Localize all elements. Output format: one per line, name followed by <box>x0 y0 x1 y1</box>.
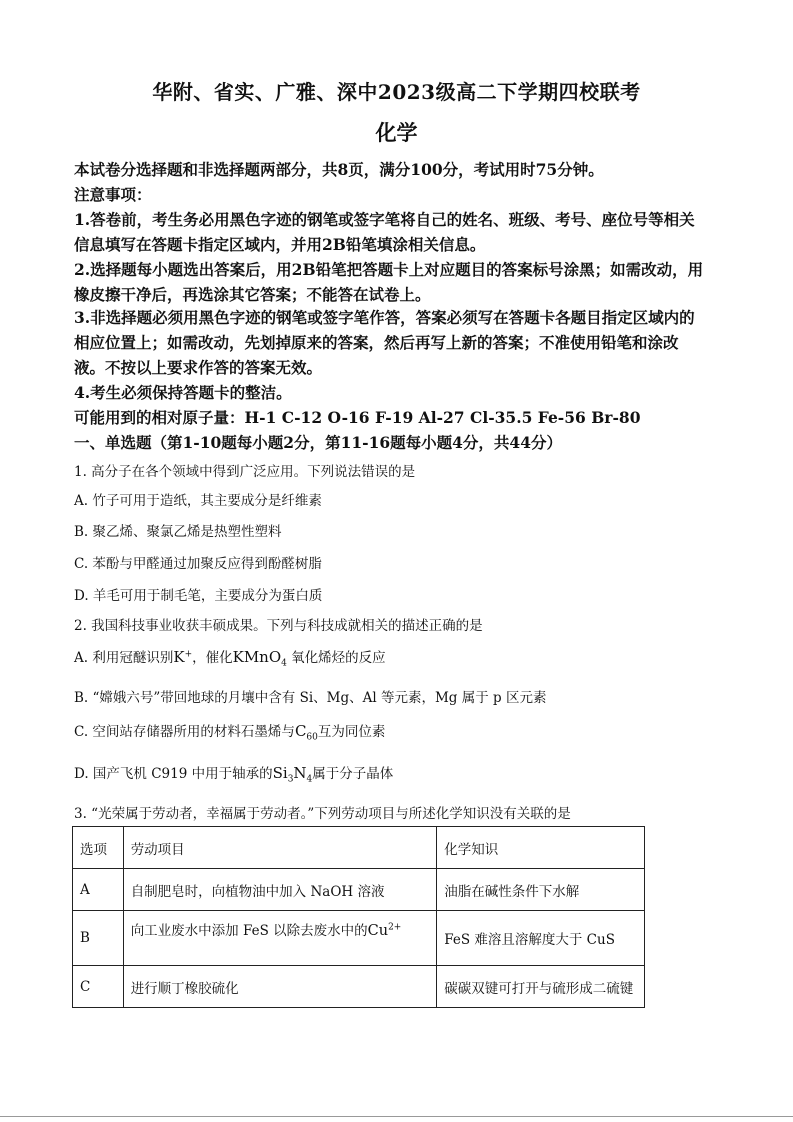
note-3-line-2: 相应位置上；如需改动，先划掉原来的答案，然后再写上新的答案；不准使用铅笔和涂改 <box>74 333 679 352</box>
q1-stem: 1. 高分子在各个领域中得到广泛应用。下列说法错误的是 <box>74 464 416 480</box>
page-bottom-divider <box>0 1116 793 1117</box>
note-1-line-2: 信息填写在答题卡指定区域内，并用2B铅笔填涂相关信息。 <box>74 235 486 254</box>
atomic-masses: 可能用到的相对原子量：H-1 C-12 O-16 F-19 Al-27 Cl-35.5 Fe-56 Br-80 <box>74 408 641 427</box>
exam-title: 华附、省实、广雅、深中2023级高二下学期四校联考 <box>152 80 641 104</box>
q3-options-table <box>72 826 645 1008</box>
q1-option-a: A. 竹子可用于造纸，其主要成分是纤维素 <box>74 493 322 509</box>
table-row: C 进行顺丁橡胶硫化 碳碳双键可打开与硫形成二硫键 <box>73 966 645 1008</box>
q2-option-b: B. “嫦娥六号”带回地球的月壤中含有 Si、Mg、Al 等元素，Mg 属于 p 区元素 <box>74 690 547 706</box>
section-heading: 一、单选题（第1-10题每小题2分，第11-16题每小题4分，共44分） <box>74 433 563 452</box>
header-chem-knowledge: 化学知识 <box>437 827 645 869</box>
notes-heading: 注意事项： <box>74 185 152 204</box>
q2-option-c: C. 空间站存储器所用的材料石墨烯与$C_{60}$互为同位素 <box>74 722 386 743</box>
note-3-line-1: 3.非选择题必须用黑色字迹的钢笔或签字笔作答，答案必须写在答题卡各题目指定区域内的 <box>74 308 695 327</box>
table-row: B 向工业废水中添加 FeS 以除去废水中的$Cu^{2+}$ FeS 难溶且溶解度大于 CuS <box>73 911 645 966</box>
q1-option-c: C. 苯酚与甲醛通过加聚反应得到酚醛树脂 <box>74 556 322 572</box>
header-labor-item: 劳动项目 <box>123 827 437 869</box>
q1-option-d: D. 羊毛可用于制毛笔，主要成分为蛋白质 <box>74 588 323 604</box>
header-option: 选项 <box>73 827 124 869</box>
table-row: A 自制肥皂时，向植物油中加入 NaOH 溶液 油脂在碱性条件下水解 <box>73 869 645 911</box>
note-3-line-3: 液。不按以上要求作答的答案无效。 <box>74 358 323 377</box>
q2-option-a: A. 利用冠醚识别K+，催化KMnO$_4$ 氧化烯烃的反应 <box>74 648 386 669</box>
q3-stem: 3. “光荣属于劳动者，幸福属于劳动者。”下列劳动项目与所述化学知识没有关联的是 <box>74 806 571 822</box>
note-2-line-2: 橡皮擦干净后，再选涂其它答案；不能答在试卷上。 <box>74 285 431 304</box>
q1-option-b: B. 聚乙烯、聚氯乙烯是热塑性塑料 <box>74 524 282 540</box>
exam-intro: 本试卷分选择题和非选择题两部分，共8页，满分100分，考试用时75分钟。 <box>74 160 604 179</box>
q2-stem: 2. 我国科技事业收获丰硕成果。下列与科技成就相关的描述正确的是 <box>74 618 483 634</box>
table-header-row <box>73 827 645 869</box>
note-2-line-1: 2.选择题每小题选出答案后，用2B铅笔把答题卡上对应题目的答案标号涂黑；如需改动，用 <box>74 260 704 279</box>
note-4: 4.考生必须保持答题卡的整洁。 <box>74 383 292 402</box>
q2-option-d: D. 国产飞机 C919 中用于轴承的$Si_3N_4$属于分子晶体 <box>74 764 394 785</box>
subject-title: 化学 <box>375 120 418 145</box>
note-1-line-1: 1.答卷前，考生务必用黑色字迹的钢笔或签字笔将自己的姓名、班级、考号、座位号等相关 <box>74 210 695 229</box>
